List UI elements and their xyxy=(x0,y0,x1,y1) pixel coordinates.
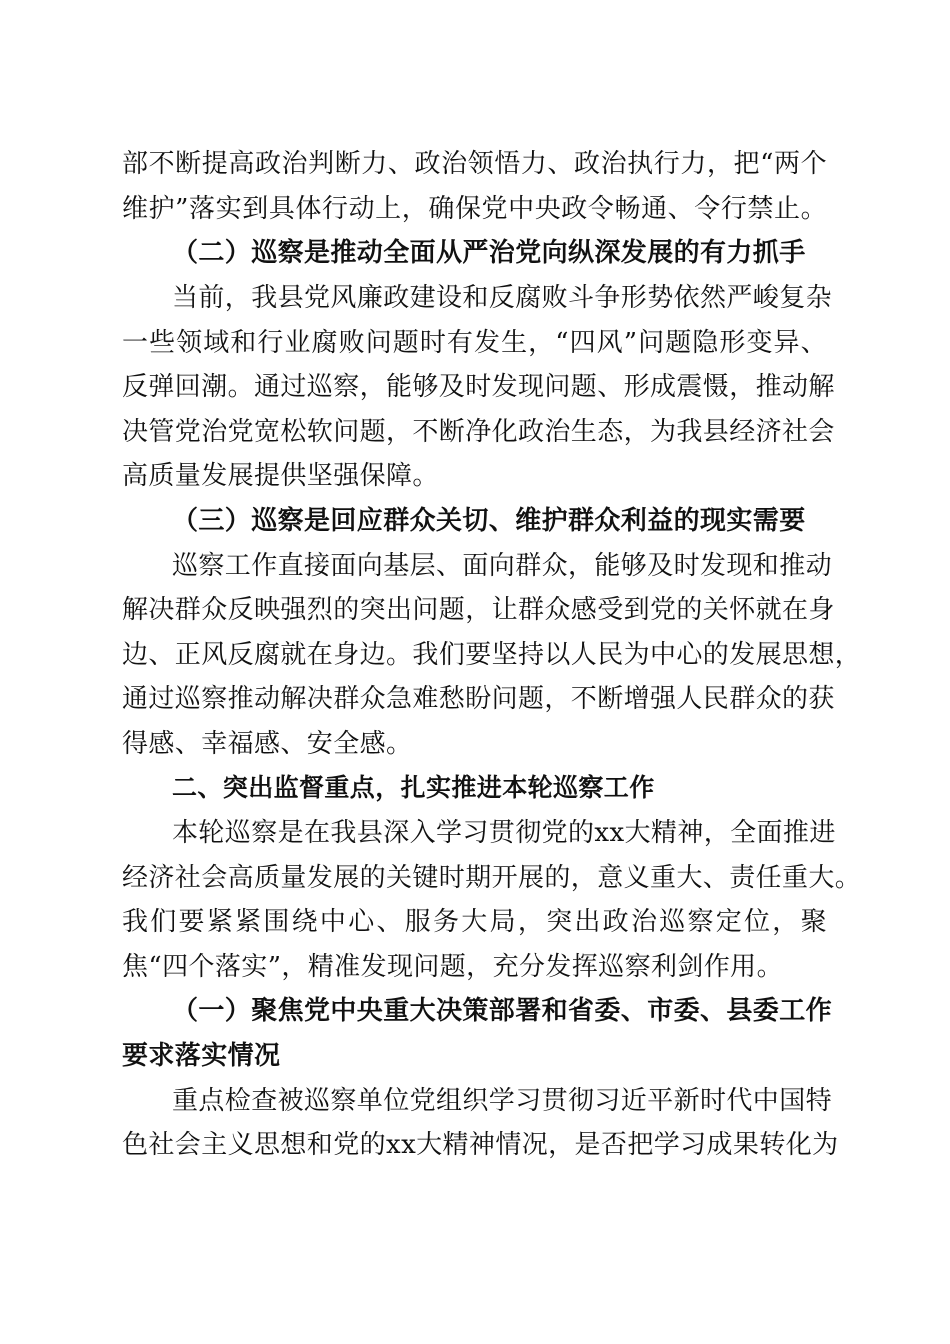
section-heading: 二、突出监督重点，扎实推进本轮巡察工作 xyxy=(172,773,655,802)
body-line: 我们要紧紧围绕中心、服务大局，突出政治巡察定位，聚 xyxy=(122,907,827,937)
body-line: 维护”落实到具体行动上，确保党中央政令畅通、令行禁止。 xyxy=(122,194,827,224)
body-line: 得感、幸福感、安全感。 xyxy=(122,729,413,759)
body-line: 通过巡察推动解决群众急难愁盼问题，不断增强人民群众的获 xyxy=(122,684,835,714)
body-line: 重点检查被巡察单位党组织学习贯彻习近平新时代中国特 xyxy=(172,1086,833,1116)
body-line: 当前，我县党风廉政建设和反腐败斗争形势依然严峻复杂 xyxy=(172,283,833,313)
subsection-heading: （二）巡察是推动全面从严治党向纵深发展的有力抓手 xyxy=(172,238,806,268)
subsection-heading-continued: 要求落实情况 xyxy=(122,1041,281,1071)
body-line: 反弹回潮。通过巡察，能够及时发现问题、形成震慑，推动解 xyxy=(122,372,835,402)
subsection-heading: （三）巡察是回应群众关切、维护群众利益的现实需要 xyxy=(172,506,806,536)
body-line: 本轮巡察是在我县深入学习贯彻党的xx大精神，全面推进 xyxy=(172,818,836,848)
subsection-heading: （一）聚焦党中央重大决策部署和省委、市委、县委工作 xyxy=(172,996,833,1026)
body-line: 巡察工作直接面向基层、面向群众，能够及时发现和推动 xyxy=(172,551,833,581)
body-line: 高质量发展提供坚强保障。 xyxy=(122,461,439,491)
body-line: 部不断提高政治判断力、政治领悟力、政治执行力，把“两个 xyxy=(122,149,827,179)
body-line: 经济社会高质量发展的关键时期开展的，意义重大、责任重大。 xyxy=(122,863,862,893)
body-line: 焦“四个落实”，精准发现问题，充分发挥巡察利剑作用。 xyxy=(122,952,783,982)
body-line: 解决群众反映强烈的突出问题，让群众感受到党的关怀就在身 xyxy=(122,595,835,625)
body-line: 色社会主义思想和党的xx大精神情况，是否把学习成果转化为 xyxy=(122,1130,839,1160)
body-line: 决管党治党宽松软问题，不断净化政治生态，为我县经济社会 xyxy=(122,417,835,447)
body-line: 边、正风反腐就在身边。我们要坚持以人民为中心的发展思想， xyxy=(122,640,862,670)
body-line: 一些领域和行业腐败问题时有发生，“四风”问题隐形变异、 xyxy=(122,328,827,358)
